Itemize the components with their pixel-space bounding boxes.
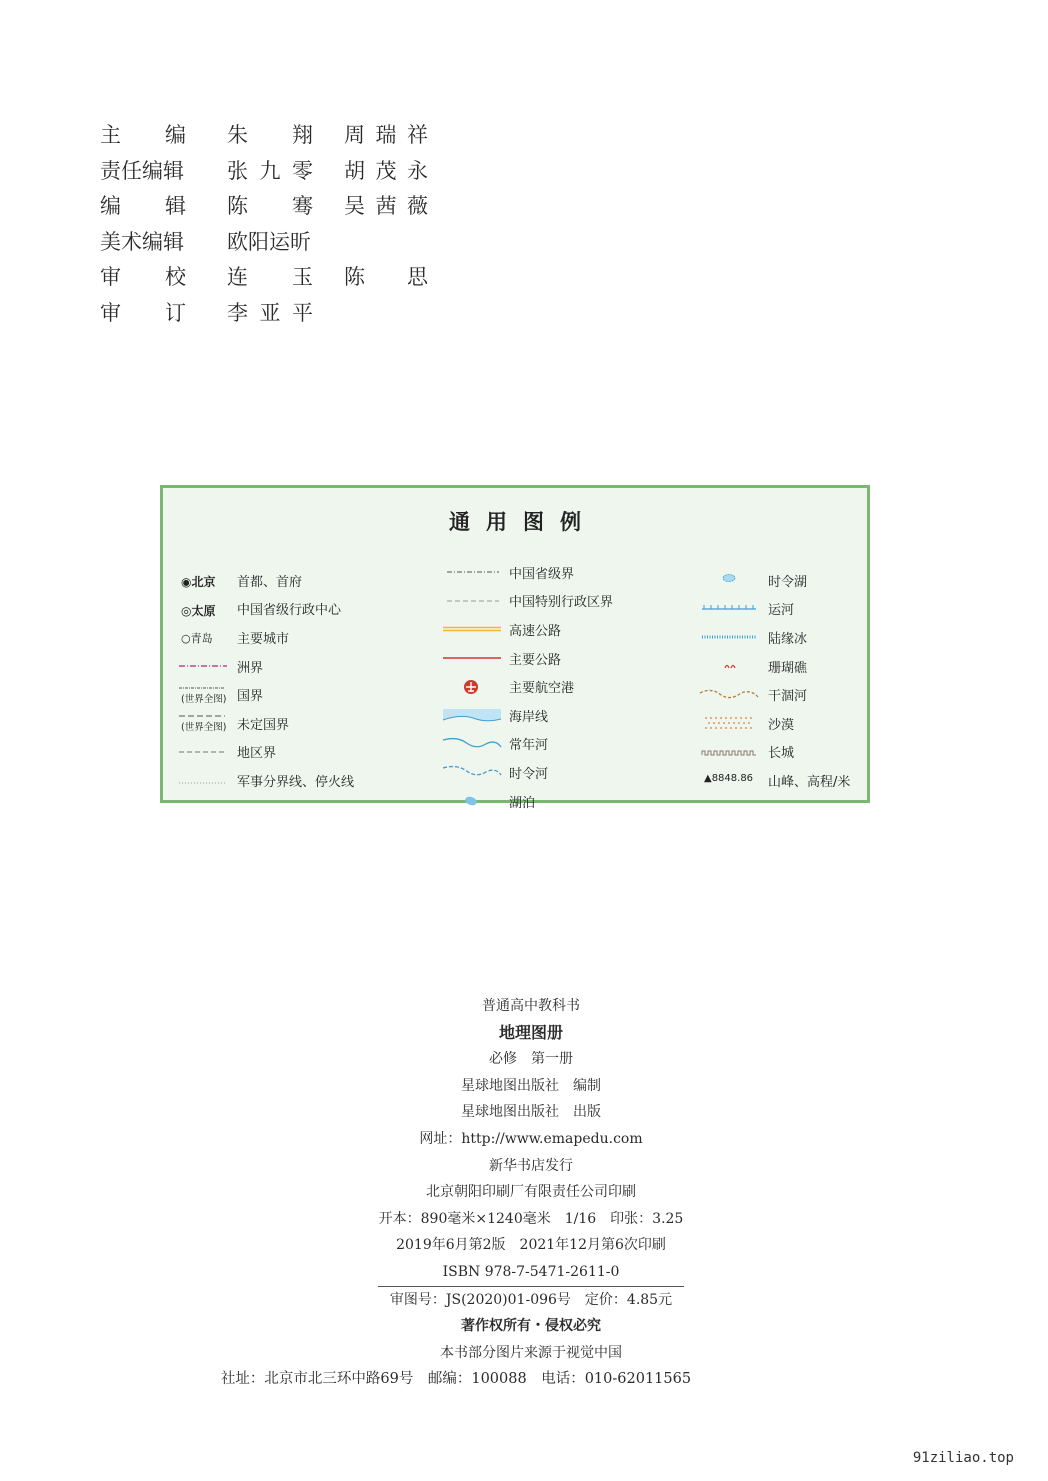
provincial-boundary-icon — [441, 562, 505, 582]
legend-item — [698, 680, 850, 709]
legend-item — [441, 615, 613, 644]
legend-label: 长城 — [768, 746, 795, 762]
credit-name: 欧阳运昕 — [227, 229, 311, 254]
colophon — [0, 993, 1048, 1393]
great-wall-icon — [698, 742, 764, 762]
airport-icon — [441, 677, 505, 697]
legend-title: 通用图例 — [449, 510, 597, 534]
legend-symbol-text: (世界全图) — [181, 693, 227, 705]
legend-symbol-text: ◉北京 — [181, 575, 216, 590]
credit-role-text: 辑 — [165, 194, 186, 218]
ice-shelf-icon — [698, 627, 764, 647]
legend-item — [177, 623, 354, 652]
colophon-edition: 2019年6月第2版 2021年12月第6次印刷 — [396, 1237, 666, 1254]
legend-symbol-text: (世界全图) — [181, 722, 227, 734]
peak-icon — [698, 770, 764, 790]
credit-role-text: 校 — [165, 265, 186, 289]
legend-item — [177, 680, 354, 709]
credit-name: 周 瑞 祥 — [344, 123, 428, 147]
colophon-series: 普通高中教科书 — [482, 998, 580, 1014]
legend-label: 沙漠 — [768, 717, 795, 733]
regional-boundary-icon — [177, 742, 233, 762]
legend-item — [441, 787, 613, 816]
legend-symbol-text: ▲8848.86 — [704, 773, 754, 785]
legend-item — [698, 566, 850, 595]
credit-role — [100, 189, 186, 224]
colophon-compiler: 星球地图出版社 编制 — [461, 1077, 601, 1094]
colophon-distributor: 新华书店发行 — [489, 1157, 573, 1174]
dry-river-icon — [698, 685, 764, 705]
colophon-format: 开本：890毫米×1240毫米 1/16 印张：3.25 — [378, 1210, 684, 1227]
colophon-approval: 审图号：JS(2020)01-096号 定价：4.85元 — [389, 1291, 673, 1308]
credit-role — [100, 225, 186, 260]
legend-label: 洲界 — [237, 660, 264, 676]
legend-label: 主要公路 — [509, 652, 562, 668]
credit-name: 吴 茜 薇 — [344, 194, 428, 218]
legend-item — [177, 652, 354, 681]
legend-symbol-text: ◎太原 — [181, 603, 216, 618]
city-icon — [177, 627, 233, 647]
coastline-icon — [441, 705, 505, 725]
legend-label: 陆缘冰 — [768, 631, 808, 647]
credit-role-text: 审 — [100, 300, 121, 325]
desert-icon — [698, 713, 764, 733]
legend-label: 珊瑚礁 — [768, 660, 808, 676]
colophon-website[interactable]: 网址：http://www.emapedu.com — [419, 1130, 643, 1147]
legend-item — [698, 709, 850, 738]
legend-item — [441, 558, 613, 587]
legend-label: 主要航空港 — [509, 681, 575, 697]
colophon-title: 地理图册 — [498, 1022, 563, 1042]
legend-label: 未定国界 — [237, 717, 290, 733]
legend-label: 首都、首府 — [237, 574, 303, 590]
expressway-icon — [441, 619, 505, 639]
legend-label: 时令河 — [509, 766, 549, 782]
legend-item — [177, 566, 354, 595]
credit-role — [100, 260, 186, 295]
legend-item — [698, 652, 850, 681]
colophon-publisher: 星球地图出版社 出版 — [461, 1104, 601, 1121]
credit-role-text: 编 — [165, 123, 186, 147]
credit-role-text: 美术编辑 — [100, 229, 184, 254]
undetermined-boundary-icon — [177, 713, 233, 733]
legend-label: 山峰、高程/米 — [768, 774, 851, 790]
legend-item — [441, 758, 613, 787]
legend-column-1 — [177, 566, 354, 795]
coral-reef-icon — [698, 656, 764, 676]
credit-role-text: 主 — [100, 123, 121, 147]
credit-name: 胡 茂 永 — [344, 158, 428, 183]
legend-label: 时令湖 — [768, 574, 808, 590]
sar-boundary-icon — [441, 591, 505, 611]
legend-label: 运河 — [768, 603, 795, 619]
watermark: 91ziliao.top — [912, 1450, 1014, 1466]
legend-item — [441, 644, 613, 673]
colophon-address: 社址：北京市北三环中路69号 邮编：100088 电话：010-62011565 — [220, 1371, 692, 1388]
general-legend — [160, 485, 870, 811]
highway-icon — [441, 648, 505, 668]
canal-icon — [698, 599, 764, 619]
credit-role — [100, 118, 186, 153]
ceasefire-line-icon — [177, 770, 233, 790]
legend-label: 湖泊 — [509, 795, 536, 811]
credit-role-text: 责任编辑 — [100, 158, 184, 183]
legend-symbol-text: ○青岛 — [181, 632, 213, 646]
legend-item — [177, 709, 354, 738]
credit-role — [100, 154, 186, 189]
colophon-isbn: ISBN 978-7-5471-2611-0 — [442, 1263, 620, 1280]
credit-role-text: 编 — [100, 194, 121, 218]
legend-label: 地区界 — [237, 746, 277, 762]
national-boundary-icon — [177, 685, 233, 705]
continent-boundary-icon — [177, 656, 233, 676]
legend-label: 干涸河 — [768, 689, 808, 705]
lake-icon — [441, 791, 505, 811]
legend-item — [698, 738, 850, 767]
legend-label: 军事分界线、停火线 — [237, 774, 355, 790]
legend-label: 中国省级行政中心 — [237, 603, 342, 619]
credit-name: 朱 翔 — [227, 123, 313, 147]
legend-item — [698, 766, 850, 795]
legend-item — [177, 738, 354, 767]
colophon-copyright: 著作权所有・侵权必究 — [461, 1318, 601, 1335]
legend-item — [441, 730, 613, 759]
legend-label: 中国特别行政区界 — [509, 595, 614, 611]
legend-item — [441, 587, 613, 616]
colophon-volume: 必修 第一册 — [489, 1051, 573, 1068]
legend-label: 海岸线 — [509, 709, 549, 725]
legend-label: 主要城市 — [237, 631, 290, 647]
legend-item — [177, 766, 354, 795]
seasonal-lake-icon — [698, 570, 764, 590]
perennial-river-icon — [441, 734, 505, 754]
credit-role-text: 订 — [165, 300, 186, 325]
credit-name: 陈 思 — [344, 265, 428, 289]
credit-name: 陈 骞 — [227, 194, 313, 218]
credit-name: 李 亚 平 — [227, 300, 313, 325]
legend-column-3 — [698, 566, 850, 795]
legend-label: 中国省级界 — [509, 566, 575, 582]
provincial-capital-icon — [177, 599, 233, 619]
legend-label: 国界 — [237, 689, 264, 705]
legend-label: 常年河 — [509, 738, 549, 754]
legend-item — [441, 701, 613, 730]
credit-role — [100, 296, 186, 331]
legend-column-2 — [441, 558, 613, 815]
credit-name: 连 玉 — [227, 265, 313, 289]
legend-item — [698, 595, 850, 624]
colophon-image-credit: 本书部分图片来源于视觉中国 — [440, 1344, 622, 1361]
credit-role-text: 审 — [100, 265, 121, 289]
credit-name: 张 九 零 — [227, 158, 313, 183]
seasonal-river-icon — [441, 762, 505, 782]
legend-item — [177, 595, 354, 624]
legend-item — [698, 623, 850, 652]
legend-item — [441, 672, 613, 701]
capital-icon — [177, 570, 233, 590]
colophon-printer: 北京朝阳印刷厂有限责任公司印刷 — [426, 1184, 636, 1201]
legend-label: 高速公路 — [509, 623, 562, 639]
